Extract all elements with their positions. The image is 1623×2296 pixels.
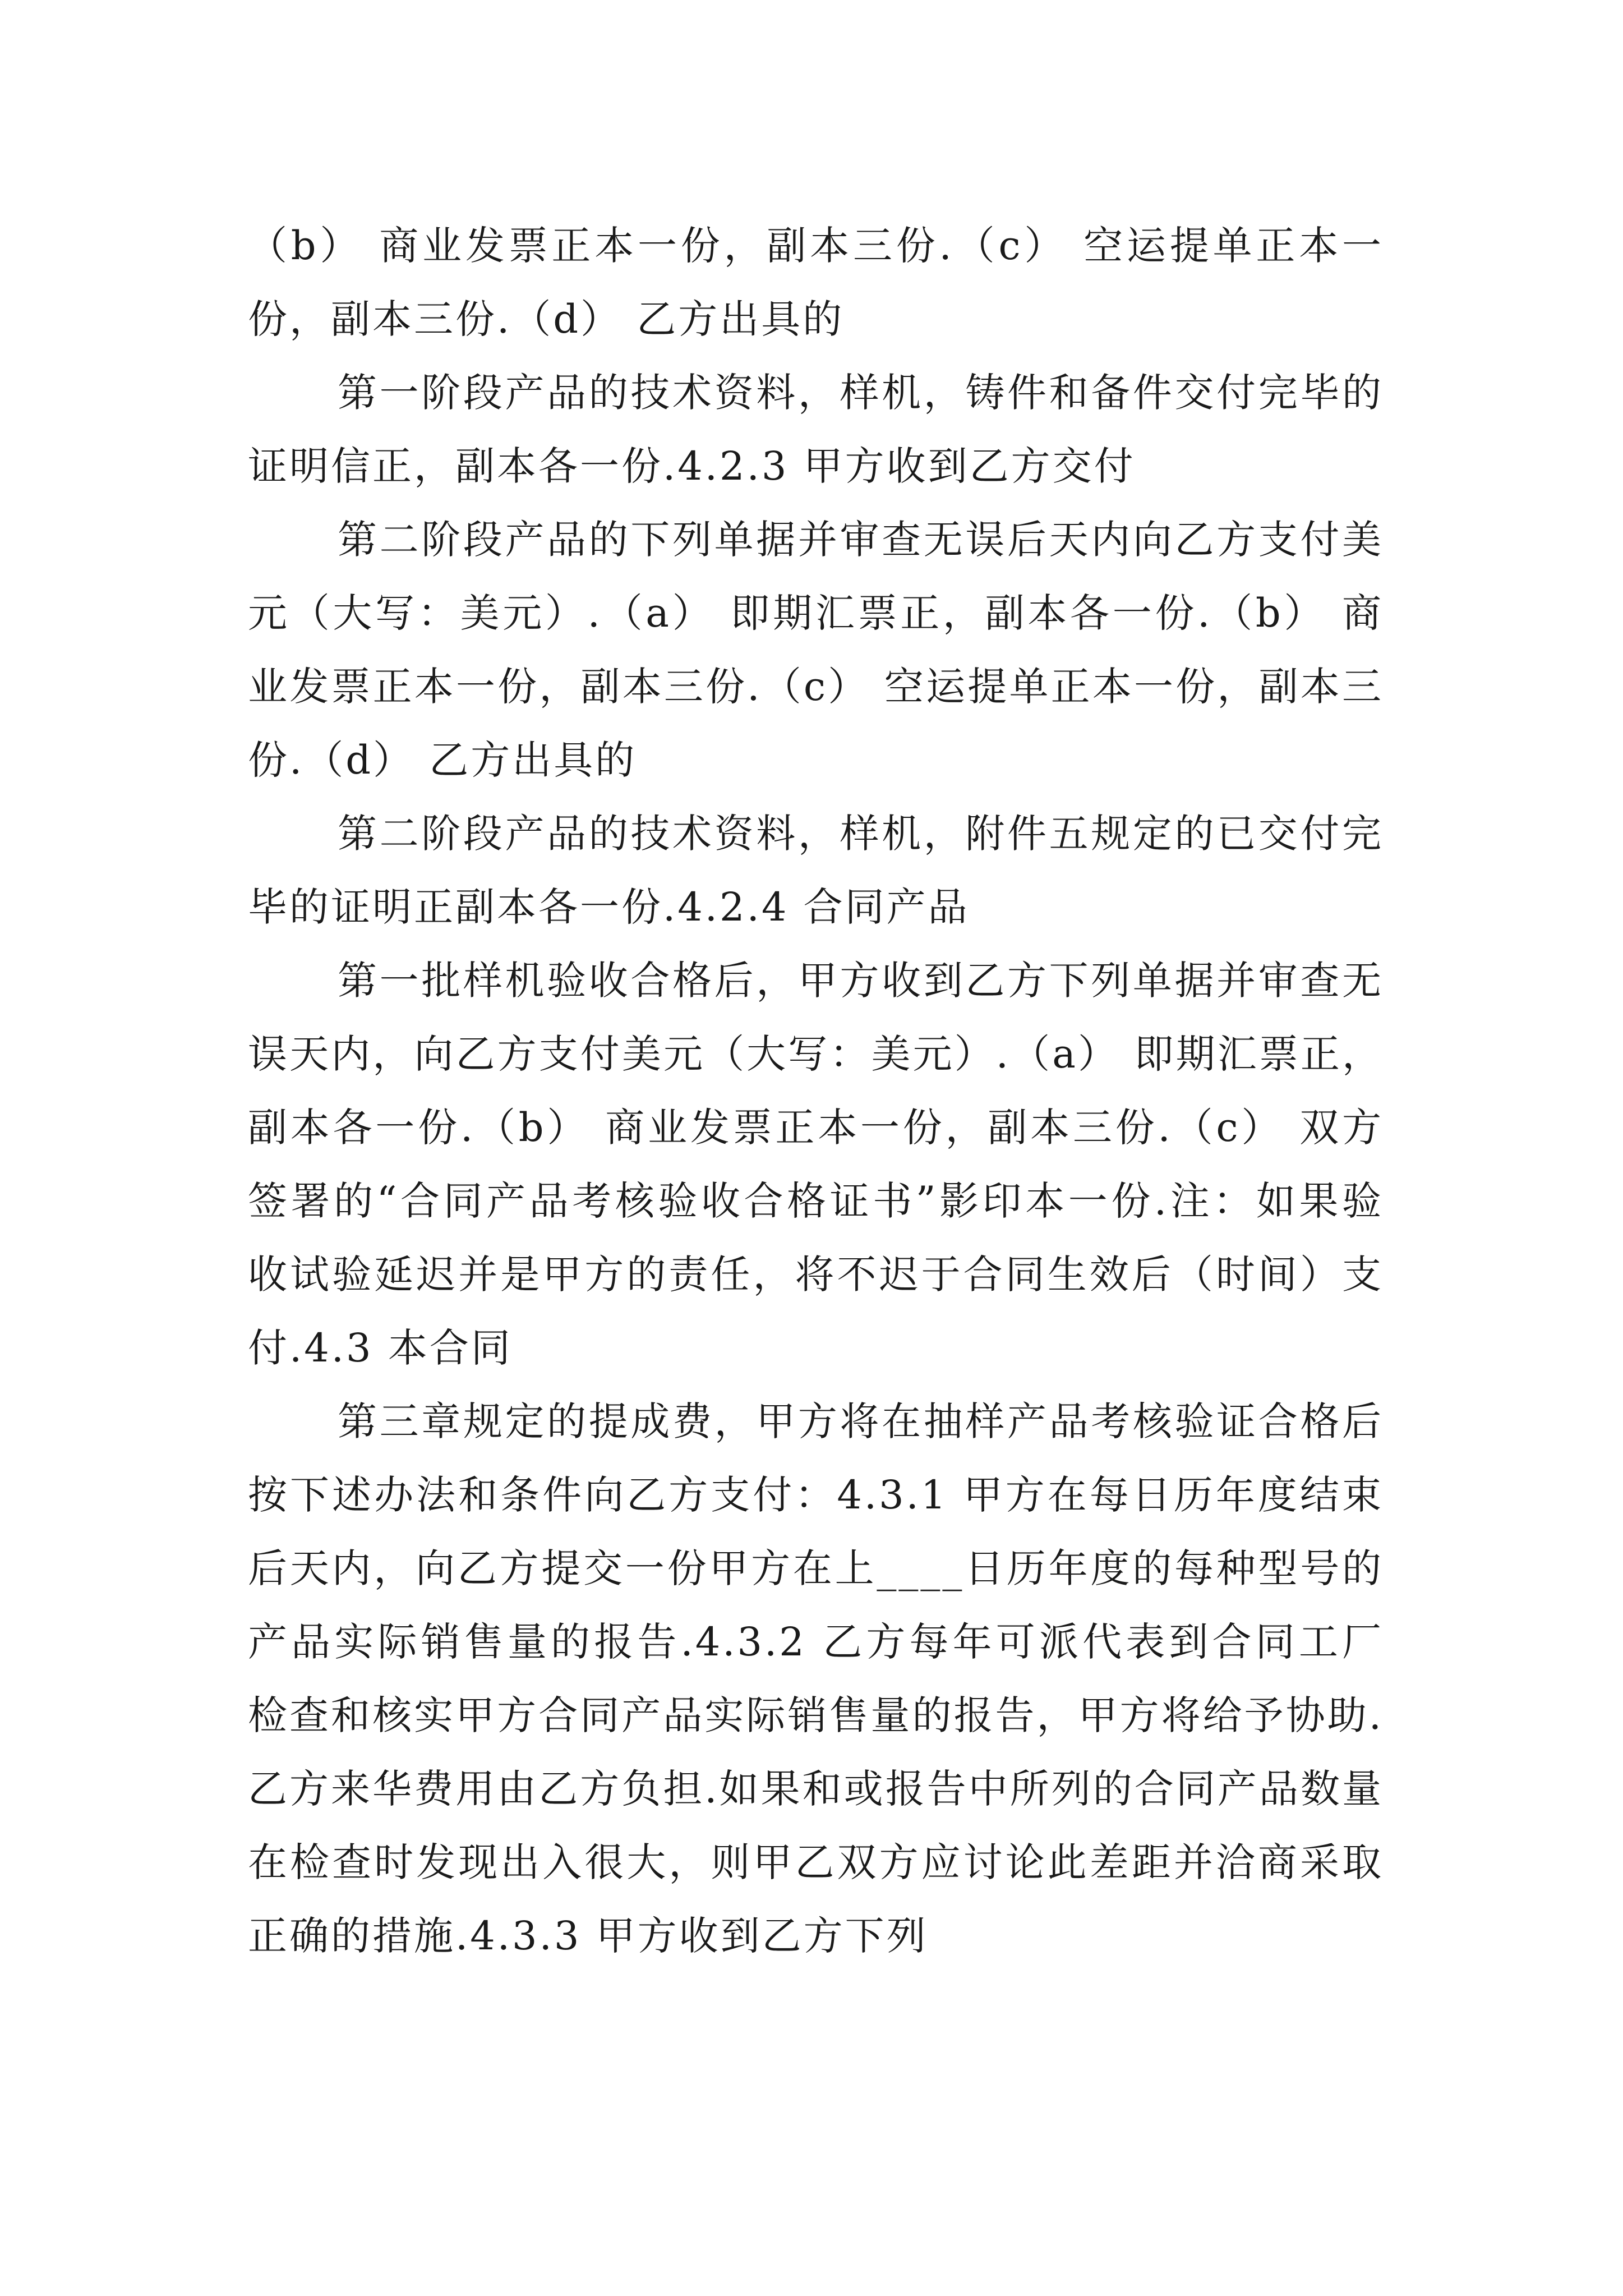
- paragraph-2: 第一阶段产品的技术资料，样机，铸件和备件交付完毕的证明信正，副本各一份.4.2.3 甲方收到乙方交付: [248, 370, 1384, 489]
- paragraph-3: 第二阶段产品的下列单据并审查无误后天内向乙方支付美元（大写：美元）.（a） 即期汇票正，副本各一份.（b） 商业发票正本一份，副本三份.（c） 空运提单正本一份，副本三份.（d） 乙方出具的: [248, 517, 1384, 783]
- paragraph-4: 第二阶段产品的技术资料，样机，附件五规定的已交付完毕的证明正副本各一份.4.2.4 合同产品: [248, 811, 1384, 930]
- document-page: [248, 209, 1384, 1973]
- paragraph-6: 第三章规定的提成费，甲方将在抽样产品考核验证合格后按下述办法和条件向乙方支付：4.3.1 甲方在每日历年度结束后天内，向乙方提交一份甲方在上____日历年度的每种型号的产品实际销售量的报告.4.3.2 乙方每年可派代表到合同工厂检查和核实甲方合同产品实际销售量的报告，甲方将给予协助.乙方来华费用由乙方负担.如果和或报告中所列的合同产品数量在检查时发现出入很大，则甲乙双方应讨论此差距并洽商采取正确的措施.4.3.3 甲方收到乙方下列: [248, 1398, 1384, 1959]
- paragraph-1: （b） 商业发票正本一份，副本三份.（c） 空运提单正本一份，副本三份.（d） 乙方出具的: [248, 223, 1384, 342]
- paragraph-5: 第一批样机验收合格后，甲方收到乙方下列单据并审查无误天内，向乙方支付美元（大写：美元）.（a） 即期汇票正，副本各一份.（b） 商业发票正本一份，副本三份.（c） 双方签署的“合同产品考核验收合格证书”影印本一份.注：如果验收试验延迟并是甲方的责任，将不迟于合同生效后（时间）支付.4.3 本合同: [248, 958, 1384, 1371]
